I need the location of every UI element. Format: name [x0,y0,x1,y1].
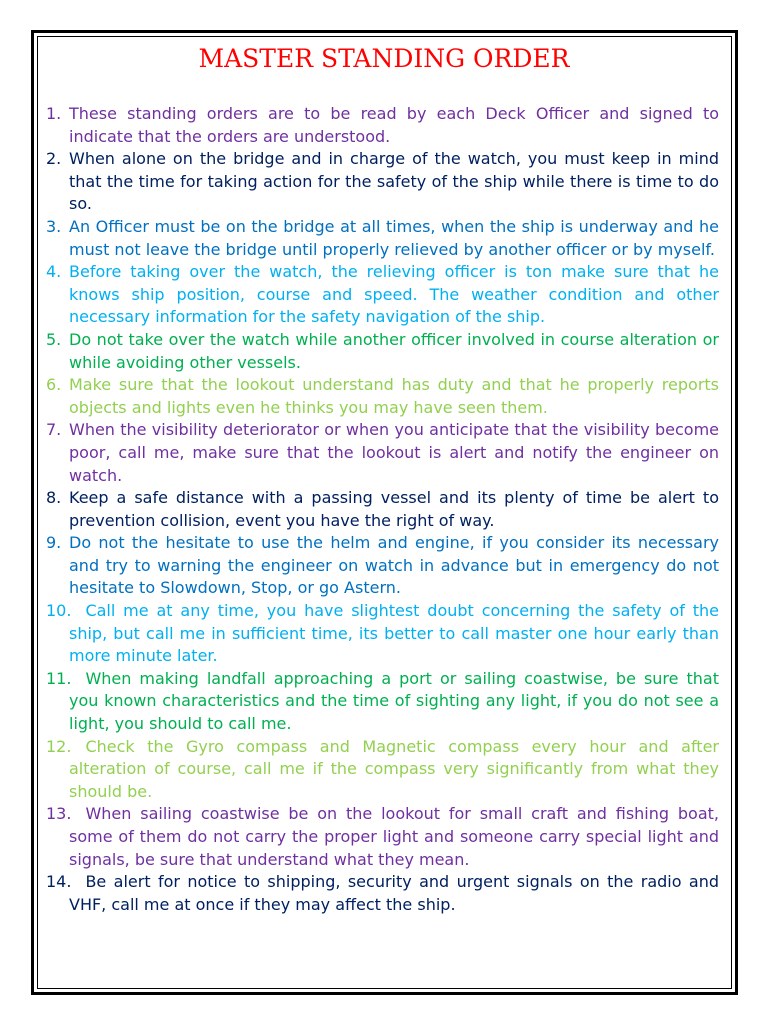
order-number: 1. [46,104,62,123]
order-text: When the visibility deteriorator or when you anticipate that the visibility become poor, call me, make sure that the lookout is alert and notify the engineer on watch. [69,420,719,485]
order-item [46,736,719,804]
order-item [46,419,719,487]
order-text: Keep a safe distance with a passing vessel and its plenty of time be alert to prevention collision, event you have the right of way. [69,488,719,530]
order-text: Before taking over the watch, the relieving officer is ton make sure that he knows ship position, course and speed. The weather condition and other necessary information for the safety navigation of the ship. [69,262,719,327]
order-text: Check the Gyro compass and Magnetic compass every hour and after alteration of course, call me if the compass very significantly from what they should be. [69,736,719,801]
order-text: Be alert for notice to shipping, security and urgent signals on the radio and VHF, call me at once if they may affect the ship. [69,872,719,914]
order-number: 4. [46,262,62,282]
order-item [46,487,719,532]
order-number: 11. [46,668,72,688]
order-number: 14. [46,872,72,892]
order-number: 8. [46,488,62,508]
standing-orders-list [46,103,719,916]
document-title: MASTER STANDING ORDER [198,44,570,73]
order-text: Do not the hesitate to use the helm and engine, if you consider its necessary and try to warning the engineer on watch in advance but in emergency do not hesitate to Slowdown, Stop, or go Astern. [69,533,719,598]
order-item [46,871,719,916]
order-item [46,803,719,871]
order-text: Call me at any time, you have slightest doubt concerning the safety of the ship, but call me in sufficient time, its better to call master one hour early than more minute later. [69,601,719,666]
order-item [46,600,719,668]
order-item [46,668,719,736]
order-item [46,261,719,329]
order-item [46,103,719,148]
order-text: When making landfall approaching a port or sailing coastwise, be sure that you known characteristics and the time of sighting any light, if you do not see a light, you should to call me. [69,668,719,734]
order-item [46,374,719,419]
order-text: Make sure that the lookout understand has duty and that he properly reports objects and lights even he thinks you may have seen them. [69,375,719,417]
order-number: 2. [46,149,62,169]
order-number: 3. [46,216,62,236]
order-text: When alone on the bridge and in charge of the watch, you must keep in mind that the time for taking action for the safety of the ship while there is time to do so. [69,149,719,214]
order-number: 12. [46,736,72,756]
order-item [46,148,719,216]
order-text: When sailing coastwise be on the lookout for small craft and fishing boat, some of them do not carry the proper light and someone carry special light and signals, be sure that understand what they mean. [69,804,719,869]
order-item [46,329,719,374]
order-number: 9. [46,533,62,553]
order-text: Do not take over the watch while another officer involved in course alteration or while avoiding other vessels. [69,329,719,372]
order-item [46,532,719,600]
order-text: An Officer must be on the bridge at all times, when the ship is underway and he must not leave the bridge until properly relieved by another officer or by myself. [69,216,719,259]
order-number: 5. [46,329,62,349]
order-number: 7. [46,420,62,440]
order-number: 10. [46,601,72,621]
order-item [46,216,719,261]
order-number: 6. [46,375,62,395]
order-text: These standing orders are to be read by each Deck Officer and signed to indicate that the orders are understood. [69,104,719,146]
order-number: 13. [46,804,72,824]
